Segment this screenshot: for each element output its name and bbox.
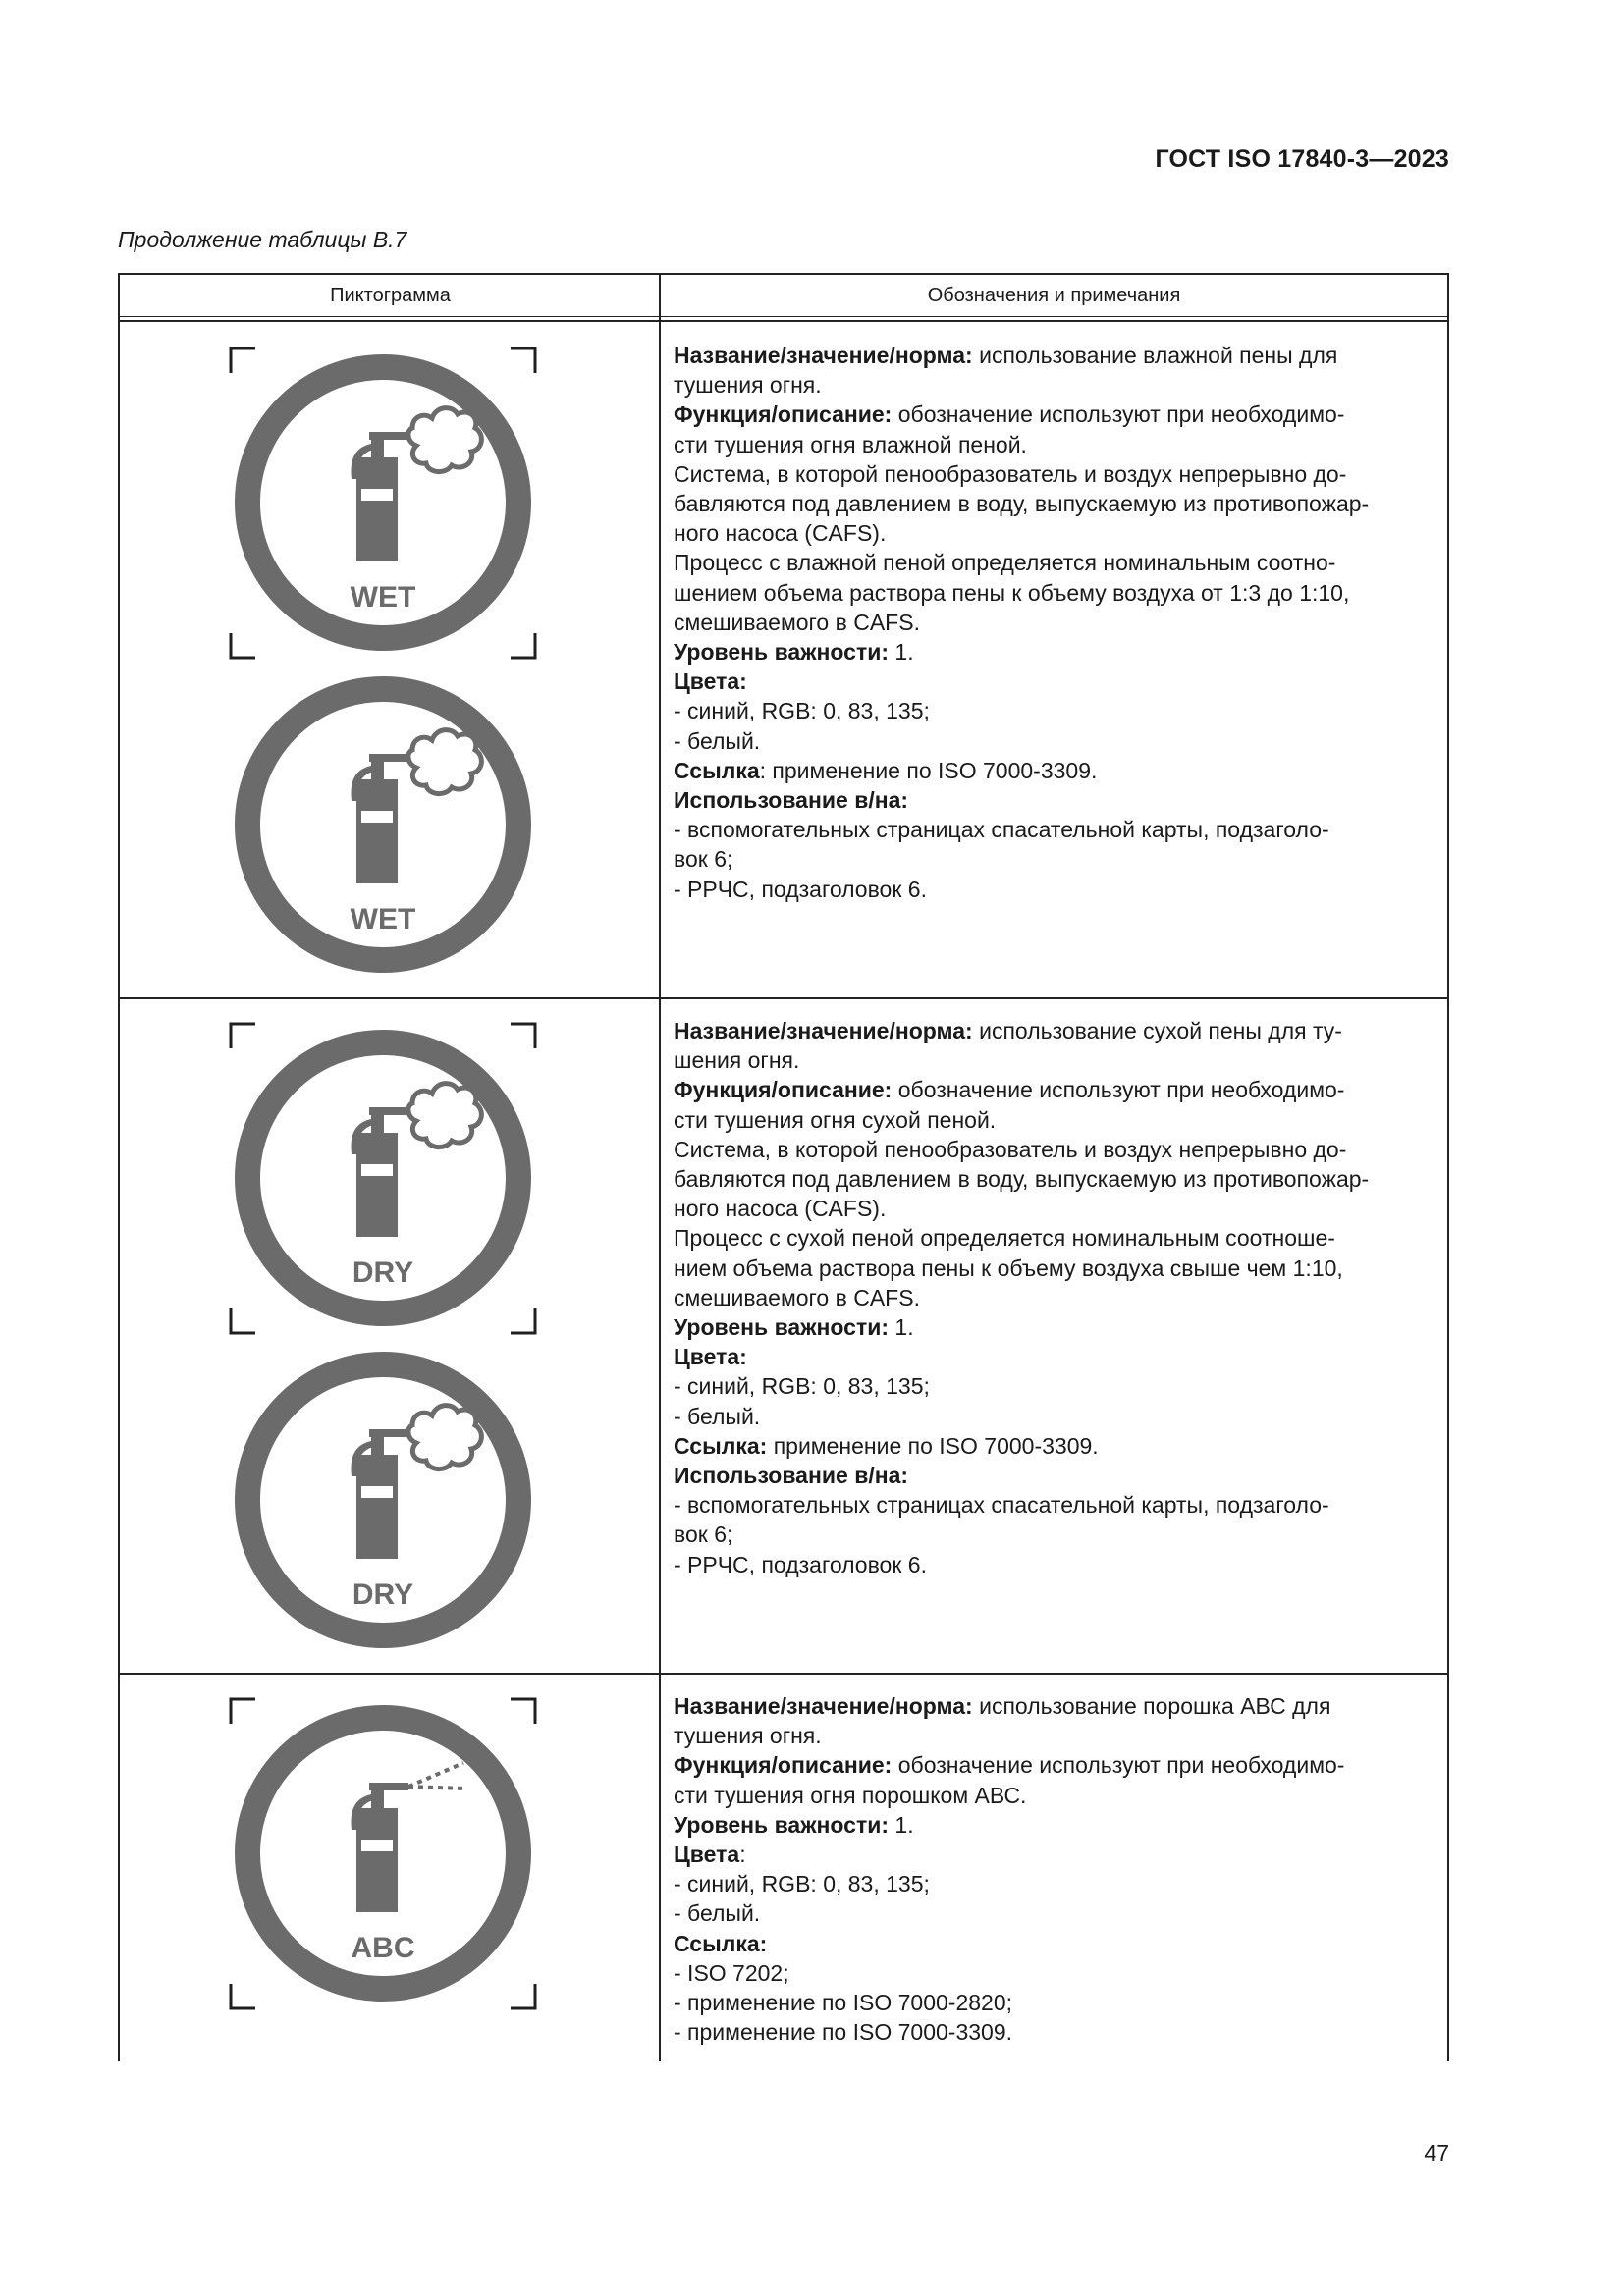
table-continuation-caption: Продолжение таблицы В.7 [118,227,407,252]
notes-line [674,1691,1432,1721]
notes-line [674,518,1432,548]
notes-line [674,1750,1432,1780]
notes-term: Название/значение/норма: [674,343,973,368]
notes-text: нием объема раствора пены к объему воздуха свыше чем 1:10, [674,1255,1343,1281]
notes-line [674,1342,1432,1371]
notes-text: - синий, RGB: 0, 83, 135; [674,698,930,724]
notes-text: - РРЧС, подзаголовок 6. [674,1551,927,1577]
notes-line [674,548,1432,577]
notes-line [674,1721,1432,1750]
notes-term: Ссылка: [674,1930,768,1956]
notes-term: Использование в/на: [674,1463,909,1489]
notes-text: обозначение используют при необходимо- [892,1752,1345,1779]
foam-cloud-icon [408,730,481,794]
notes-text: ного насоса (CAFS). [674,1196,887,1222]
page-number: 47 [1424,2140,1449,2165]
pictogram-abc-framed [216,1684,550,2028]
notes-line [674,815,1432,844]
notes-text: - применение по ISO 7000-3309. [674,2019,1012,2046]
notes-line [674,1550,1432,1579]
notes-line [674,1988,1432,2017]
pictogram-wet-framed [216,334,550,677]
notes-line [674,1312,1432,1342]
notes-text: шением объема раствора пены к объему воздуха от 1:3 до 1:10, [674,579,1350,606]
notes-text: 1. [889,639,914,666]
notes-line [674,578,1432,608]
foam-cloud-icon [408,1406,481,1469]
notes-text: - вспомогательных страницах спасательной карты, подзаголо- [674,1492,1329,1519]
notes-term: Цвета [674,1842,740,1868]
notes-text: - синий, RGB: 0, 83, 135; [674,1871,930,1897]
pictogram-label: DRY [352,1256,414,1289]
notes-line [674,1164,1432,1194]
column-header-notes: Обозначения и примечания [927,285,1181,306]
notes-term: Название/значение/норма: [674,1693,973,1719]
notes-text: бавляются под давлением в воду, выпускаемую из противопожар- [674,1166,1370,1193]
notes-text: использование порошка АВС для [972,1693,1331,1719]
notes-line [674,459,1432,489]
notes-text: : применение по ISO 7000-3309. [759,757,1098,783]
notes-line [674,400,1432,429]
notes-text: сти тушения огня порошком АВС. [674,1782,1027,1808]
notes-text: обозначение используют при необходимо- [892,401,1345,428]
notes-line [674,1520,1432,1549]
notes-line [674,1254,1432,1283]
notes-line [674,489,1432,518]
notes-text: 1. [889,1314,914,1341]
notes-line [674,341,1432,370]
notes-text: - белый. [674,1403,761,1429]
notes-line [674,1490,1432,1520]
notes-line [674,430,1432,459]
notes-text: вок 6; [674,846,733,873]
pictogram-label: WET [350,581,416,614]
notes-text: : [739,1842,746,1868]
notes-line [674,1840,1432,1869]
notes-line [674,1898,1432,1928]
notes-line [674,1075,1432,1104]
notes-text: использование сухой пены для ту- [972,1018,1342,1043]
notes-line [674,875,1432,904]
notes-line [674,1869,1432,1898]
notes-text: сти тушения огня сухой пеной. [674,1106,997,1133]
notes-text: смешиваемого в CAFS. [674,609,920,635]
notes-term: Использование в/на: [674,787,909,814]
notes-line [674,608,1432,637]
notes-line [674,1810,1432,1840]
notes-text: Процесс с сухой пеной определяется номинальным соотноше- [674,1225,1335,1252]
notes-text: обозначение используют при необходимо- [892,1077,1345,1103]
notes-text: Процесс с влажной пеной определяется номинальным соотно- [674,550,1336,576]
notes-term: Ссылка [674,757,760,783]
notes-term: Цвета: [674,668,747,695]
notes-text: - белый. [674,727,761,754]
notes-line [674,1371,1432,1401]
notes-text: тушения огня. [674,1723,822,1749]
standard-number: ГОСТ ISO 17840-3—2023 [1155,145,1449,173]
notes-line [674,1461,1432,1490]
notes-text: ного насоса (CAFS). [674,520,887,547]
pictogram-dry-framed [216,1009,550,1353]
notes-text: Система, в которой пенообразователь и воздух непрерывно до- [674,460,1347,487]
notes-cell-abc [674,1691,1432,2047]
notes-line [674,1194,1432,1223]
foam-cloud-icon [408,408,481,472]
notes-line [674,1045,1432,1075]
notes-text: смешиваемого в CAFS. [674,1284,920,1310]
notes-term: Уровень важности: [674,1811,890,1838]
notes-term: Функция/описание: [674,1752,893,1779]
notes-text: шения огня. [674,1047,800,1074]
notes-term: Ссылка: [674,1432,768,1459]
notes-text: - синий, RGB: 0, 83, 135; [674,1373,930,1400]
notes-line [674,696,1432,725]
notes-line [674,1402,1432,1431]
notes-line [674,1105,1432,1135]
notes-text: сти тушения огня влажной пеной. [674,431,1027,457]
notes-line [674,667,1432,696]
pictogram-label: ABC [351,1932,415,1964]
pictogram-wet [216,656,550,989]
notes-line [674,1958,1432,1988]
notes-line [674,785,1432,815]
notes-line [674,1283,1432,1312]
pictogram-dry [216,1331,550,1665]
notes-line [674,1431,1432,1461]
notes-text: вок 6; [674,1522,733,1548]
notes-cell-dry [674,1016,1432,1579]
notes-term: Функция/описание: [674,401,893,428]
notes-line [674,726,1432,756]
notes-text: - применение по ISO 7000-2820; [674,1990,1012,2016]
notes-text: использование влажной пены для [972,343,1338,368]
notes-line [674,756,1432,785]
notes-text: тушения огня. [674,372,822,399]
notes-term: Цвета: [674,1344,747,1370]
notes-line [674,370,1432,400]
notes-line [674,637,1432,667]
notes-term: Функция/описание: [674,1077,893,1103]
notes-line [674,1781,1432,1810]
notes-text: бавляются под давлением в воду, выпускаемую из противопожар- [674,491,1370,517]
notes-text: Система, в которой пенообразователь и воздух непрерывно до- [674,1136,1347,1162]
notes-line [674,1016,1432,1045]
notes-text: - ISO 7202; [674,1959,789,1986]
notes-term: Уровень важности: [674,639,890,666]
notes-line [674,2017,1432,2047]
notes-text: 1. [889,1811,914,1838]
notes-line [674,844,1432,874]
notes-text: - белый. [674,1900,761,1927]
notes-text: - РРЧС, подзаголовок 6. [674,876,927,902]
pictogram-label: DRY [352,1578,414,1611]
notes-cell-wet [674,341,1432,904]
foam-cloud-icon [408,1084,481,1148]
column-header-pictogram: Пиктограмма [330,285,451,306]
notes-text: - вспомогательных страницах спасательной карты, подзаголо- [674,817,1329,843]
notes-line [674,1223,1432,1253]
notes-term: Название/значение/норма: [674,1018,973,1043]
pictogram-label: WET [350,903,416,935]
notes-line [674,1135,1432,1164]
notes-line [674,1929,1432,1958]
notes-term: Уровень важности: [674,1314,890,1341]
notes-text: применение по ISO 7000-3309. [767,1432,1099,1459]
